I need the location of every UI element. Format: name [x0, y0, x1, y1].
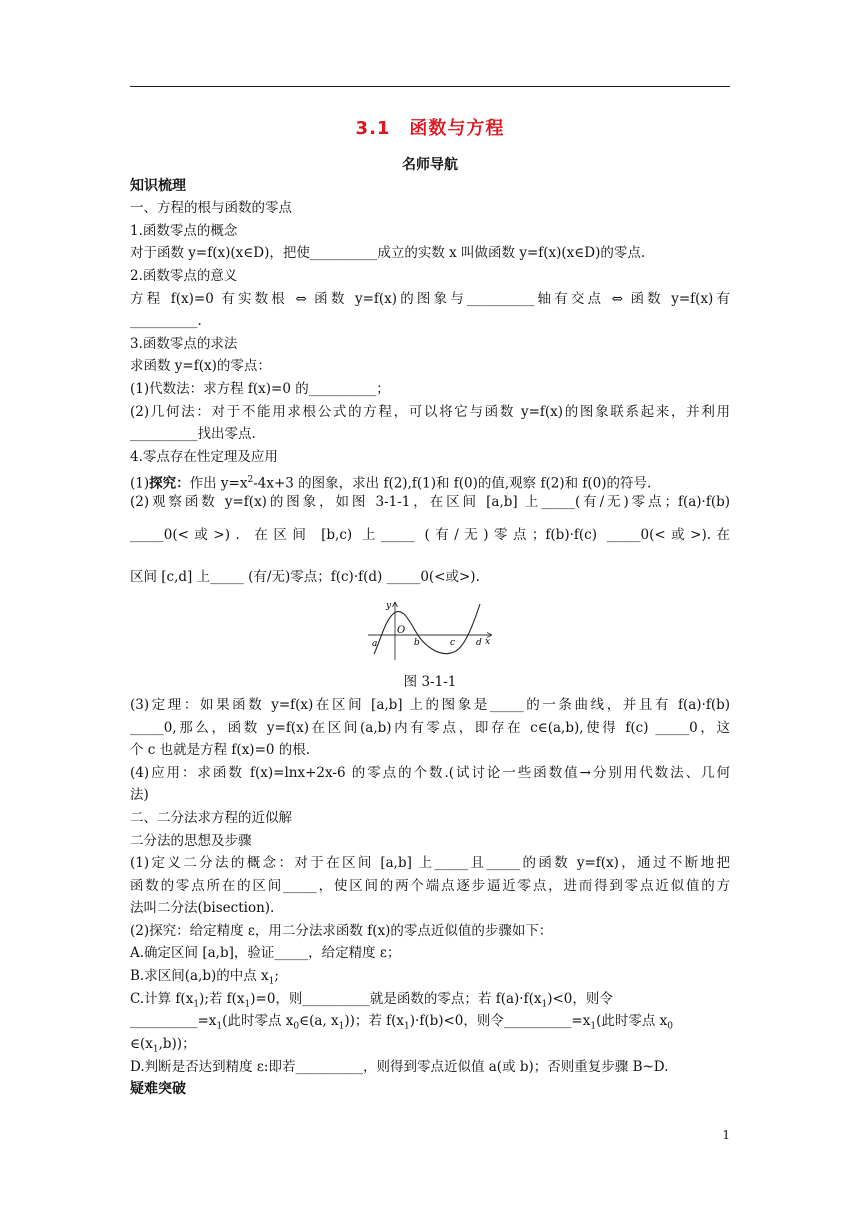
paragraph-line: 区间 [c,d] 上_____ (有/无)零点；f(c)·f(d) _____0(<或>). — [130, 569, 480, 585]
label-c: c — [450, 638, 456, 648]
subheading-existence-theorem: 4.零点存在性定理及应用 — [130, 449, 278, 465]
step-c-text: ))；若 f(x — [344, 1013, 405, 1029]
step-c-sub: 1 — [338, 1021, 345, 1032]
subheading-zero-concept: 1.函数零点的概念 — [130, 223, 238, 239]
step-c-text: ,b))； — [158, 1036, 196, 1052]
paragraph-line: 函数的零点所在的区间_____，使区间的两个端点逐步逼近零点，进而得到零点近似值的方 — [130, 878, 730, 894]
step-b-text: B.求区间(a,b)的中点 x — [130, 968, 269, 984]
function-graph-figure — [366, 598, 498, 664]
heading-knowledge: 知识梳理 — [130, 178, 186, 194]
step-c-text: __________=x — [130, 1013, 217, 1029]
label-x: x — [485, 637, 491, 647]
page-number: 1 — [722, 1128, 730, 1142]
step-b-text-after: ; — [274, 968, 279, 984]
step-c-sub: 1 — [541, 999, 548, 1010]
step-c-sub: 1 — [193, 999, 200, 1010]
paragraph-line: (3)定理：如果函数 y=f(x)在区间 [a,b] 上的图象是_____的一条曲线，并且有 f(a)·f(b) — [130, 697, 730, 713]
step-c-text: ∈(a, x — [299, 1013, 339, 1029]
heading-difficulties: 疑难突破 — [130, 1081, 186, 1097]
probe-label: 探究： — [149, 475, 190, 492]
subheading-zero-method: 3.函数零点的求法 — [130, 336, 238, 352]
section-subtitle: 名师导航 — [402, 157, 458, 173]
paragraph-line: 求函数 y=f(x)的零点： — [130, 358, 271, 374]
step-c-sub: 1 — [404, 1021, 410, 1032]
subheading-zero-meaning: 2.函数零点的意义 — [130, 268, 238, 284]
paragraph-line: __________找出零点. — [130, 426, 256, 442]
step-a: A.确定区间 [a,b]，验证_____，给定精度 ε； — [130, 945, 401, 961]
step-c-sub: 1 — [244, 999, 251, 1010]
paragraph-line: (2)观察函数 y=f(x)的图象，如图 3-1-1，在区间 [a,b] 上_____(有/无)零点；f(a)·f(b) — [130, 494, 730, 510]
step-c-text: (此时零点 x — [222, 1013, 294, 1029]
step-c-text: (此时零点 x — [596, 1013, 668, 1029]
paragraph-line: (4)应用：求函数 f(x)=lnx+2x-6 的零点的个数.(试讨论一些函数值→分别用代数法、几何 — [130, 765, 730, 781]
step-b — [130, 966, 730, 992]
step-c-text: )=0，则__________就是函数的零点；若 f(a)·f(x — [250, 991, 542, 1007]
probe-text-after: -4x+3 的图象，求出 f(2),f(1)和 f(0)的值,观察 f(2)和 f(0)的符号. — [253, 475, 652, 492]
step-c-text: )<0，则令 — [547, 991, 613, 1007]
paragraph-line: (1)定义二分法的概念：对于在区间 [a,b] 上_____且_____的函数 y=f(x)，通过不断地把 — [130, 855, 730, 871]
figure-caption: 图 3-1-1 — [403, 674, 457, 690]
step-c-sub: 0 — [667, 1021, 673, 1032]
step-c-text: )·f(b)<0，则令__________=x — [409, 1013, 591, 1029]
paragraph-line: 方程 f(x)=0 有实数根 ⇔ 函数 y=f(x)的图象与__________轴有交点 ⇔ 函数 y=f(x)有 — [130, 291, 730, 307]
step-c-text: ∈(x — [130, 1036, 153, 1052]
section-heading-2: 二、二分法求方程的近似解 — [130, 810, 292, 826]
function-curve — [374, 604, 480, 654]
header-rule — [130, 86, 730, 87]
probe-text: 作出 y=x — [189, 475, 248, 492]
paragraph-line: (1)代数法：求方程 f(x)=0 的__________； — [130, 381, 390, 397]
step-c-sub: 1 — [152, 1044, 159, 1055]
paragraph-line: _____0(<或>)．在区间 [b,c) 上_____ (有/无)零点；f(b)·f(c) _____0(<或>).在 — [130, 527, 730, 543]
paragraph-line: 个 c 也就是方程 f(x)=0 的根. — [130, 742, 311, 758]
subheading-bisection: 二分法的思想及步骤 — [130, 833, 252, 849]
label-y: y — [386, 601, 392, 611]
paragraph-line: 法叫二分法(bisection). — [130, 900, 275, 916]
paragraph-line: _____0,那么，函数 y=f(x)在区间(a,b)内有零点，即存在 c∈(a,b),使得 f(c) _____0，这 — [130, 720, 730, 736]
label-d: d — [476, 638, 482, 648]
step-c-sub: 1 — [216, 1021, 223, 1032]
label-a: a — [372, 639, 378, 649]
step-c-sub: 0 — [293, 1021, 300, 1032]
probe-prefix: (1) — [130, 475, 150, 492]
paragraph-line: __________. — [130, 313, 202, 329]
step-c-sub: 1 — [590, 1021, 597, 1032]
step-c-line-3 — [130, 1034, 730, 1060]
probe-sup: 2 — [247, 475, 254, 485]
paragraph-line: (2)探究：给定精度 ε，用二分法求函数 f(x)的零点近似值的步骤如下： — [130, 923, 553, 939]
step-c-line-2 — [130, 1011, 730, 1037]
step-b-sub: 1 — [268, 976, 275, 987]
step-c-text: C.计算 f(x — [130, 991, 194, 1007]
step-c-text: );若 f(x — [199, 991, 245, 1007]
step-d: D.判断是否达到精度 ε:即若__________，则得到零点近似值 a(或 b)；否则重复步骤 B~D. — [130, 1059, 669, 1075]
section-heading-1: 一、方程的根与函数的零点 — [130, 200, 292, 216]
label-b: b — [414, 638, 420, 648]
paragraph-line: 法) — [130, 787, 149, 803]
paragraph-line: (2)几何法：对于不能用求根公式的方程，可以将它与函数 y=f(x)的图象联系起来，并利用 — [130, 404, 730, 420]
page-title: 3.1 函数与方程 — [355, 118, 505, 139]
label-origin: O — [397, 625, 406, 636]
paragraph-line: 对于函数 y=f(x)(x∈D)，把使__________成立的实数 x 叫做函数 y=f(x)(x∈D)的零点. — [130, 245, 646, 261]
probe-line — [130, 470, 730, 494]
